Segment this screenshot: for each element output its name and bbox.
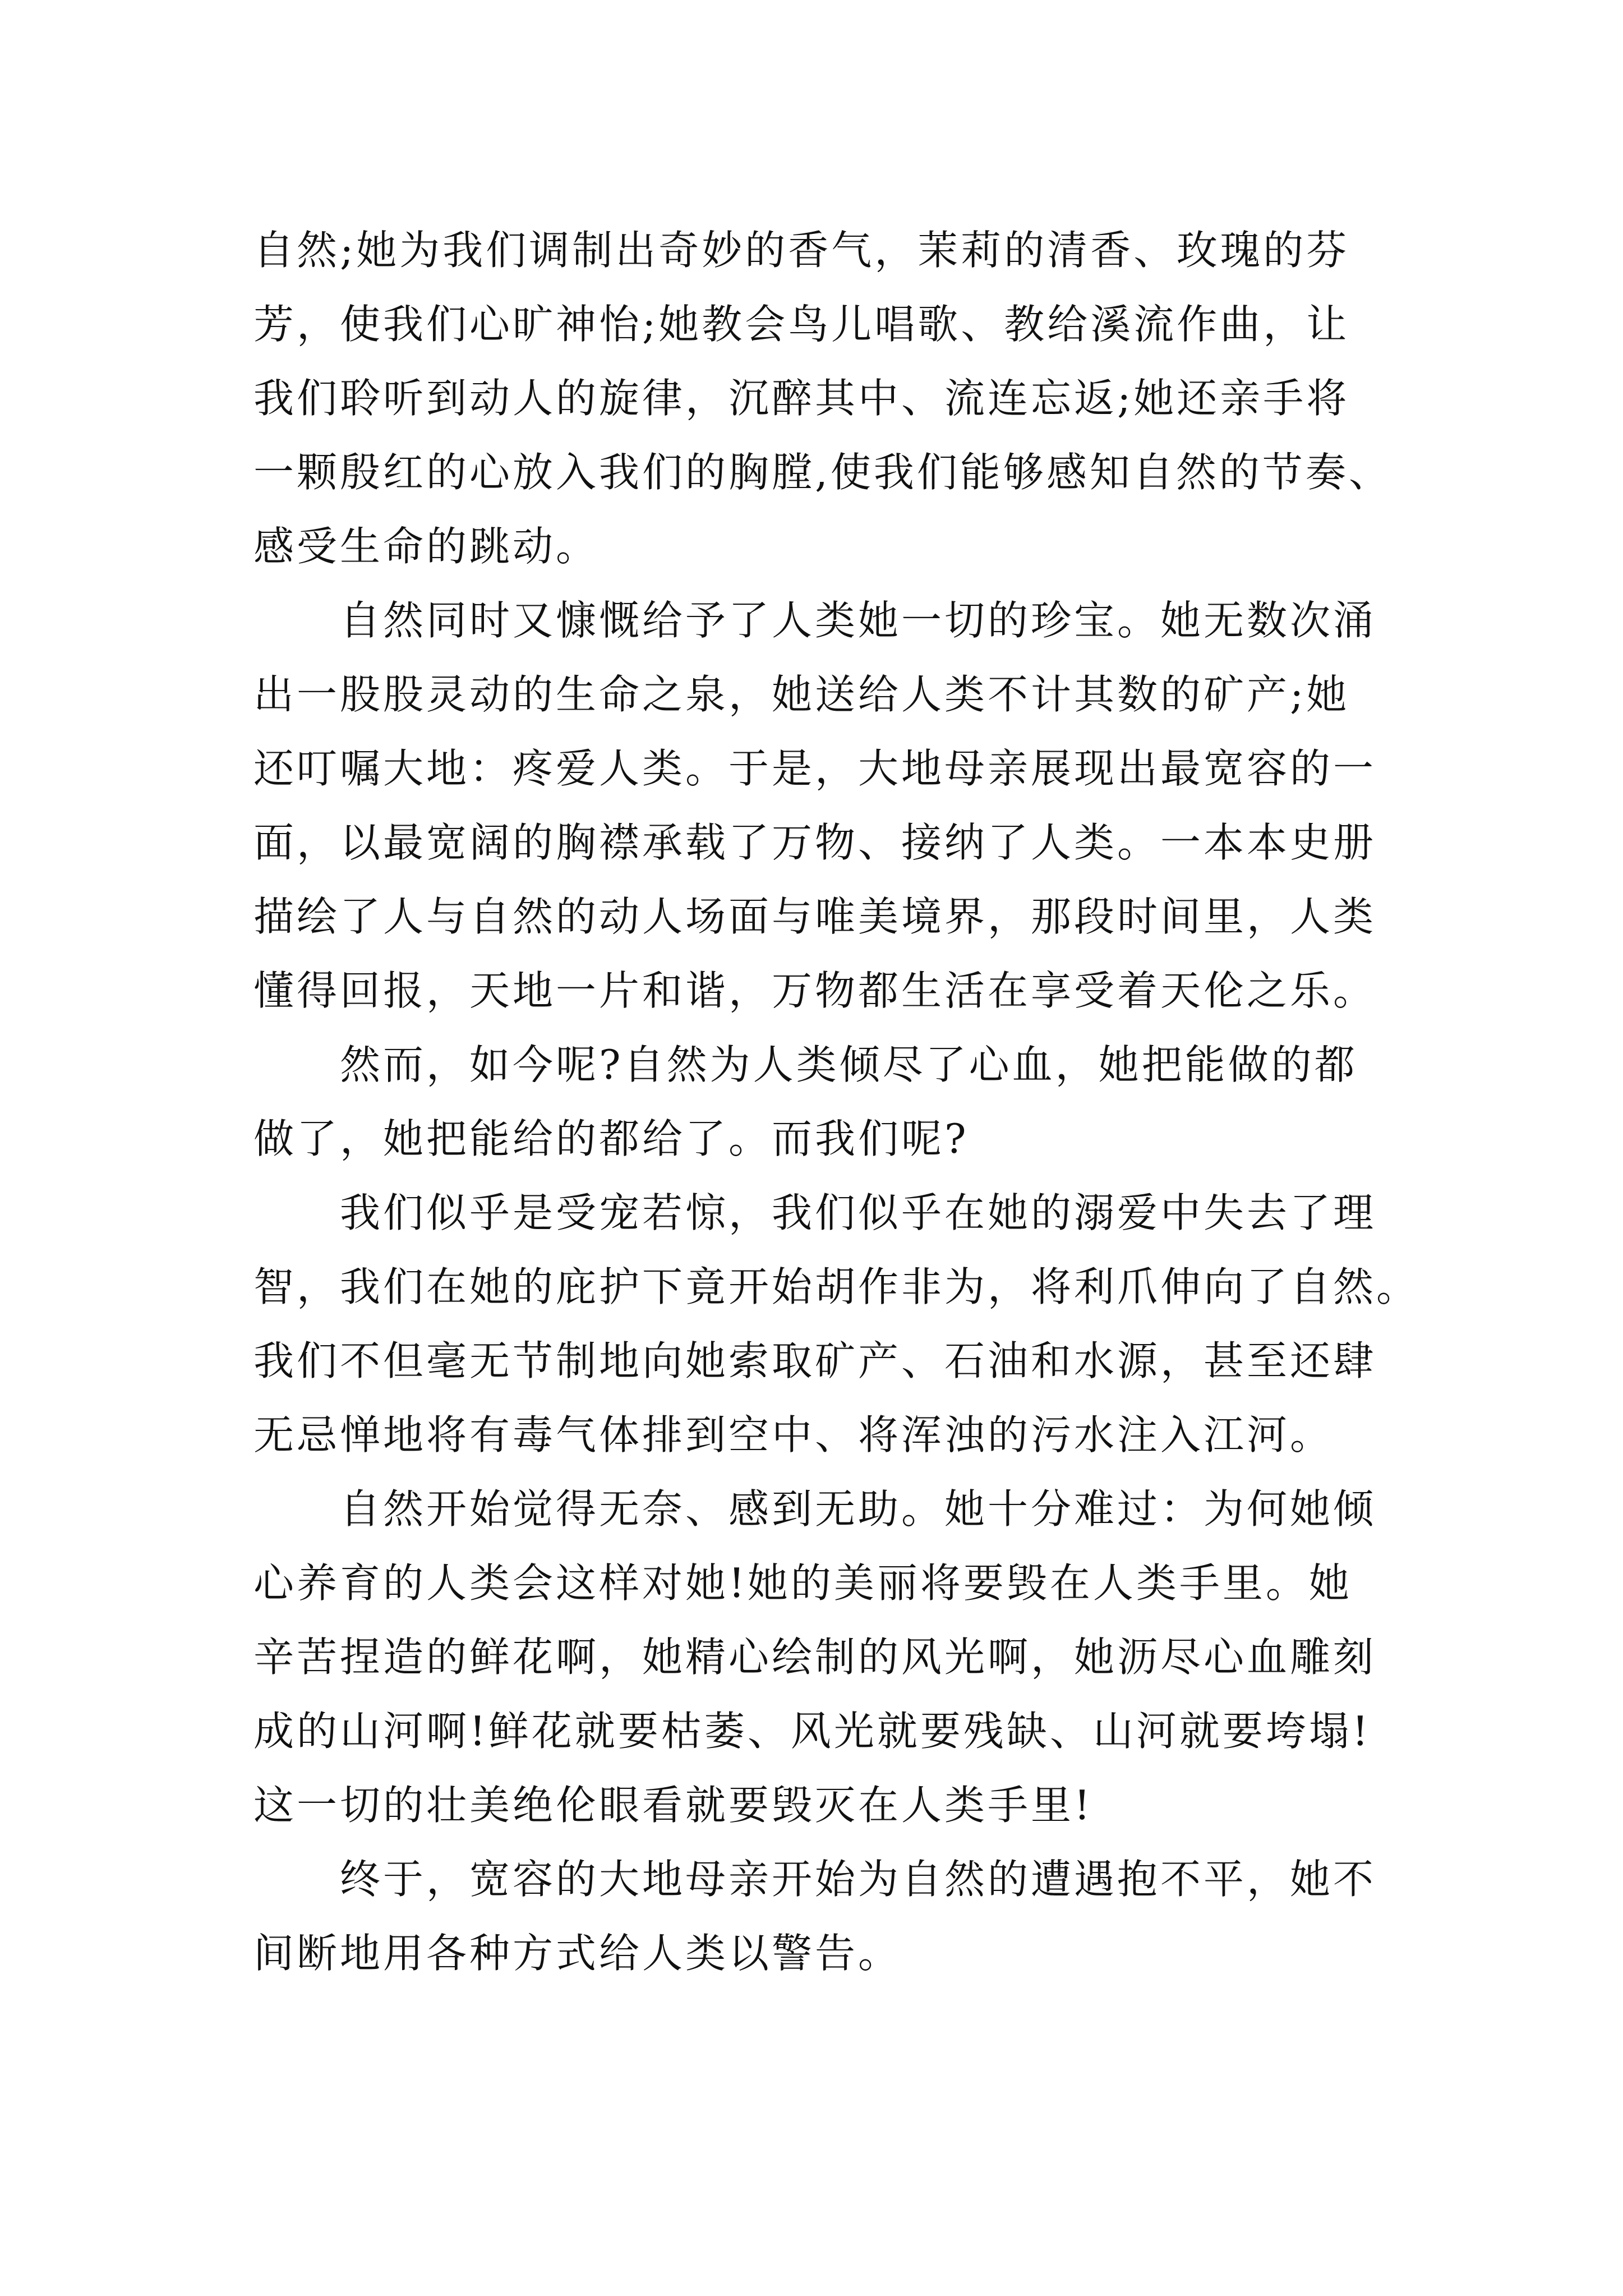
text-line: [253, 1102, 1372, 1176]
text-line-content: 我们聆听到动人的旋律，沉醉其中、流连忘返;她还亲手将: [253, 375, 1350, 422]
text-line-content: 心养育的人类会这样对她!她的美丽将要毁在人类手里。她: [253, 1559, 1352, 1607]
text-line-content: 自然同时又慷慨给予了人类她一切的珍宝。她无数次涌: [340, 597, 1377, 644]
text-line-content: 做了，她把能给的都给了。而我们呢?: [253, 1115, 969, 1162]
text-line: [253, 1324, 1377, 1398]
text-line: [253, 1694, 1372, 1768]
text-line-content: 我们似乎是受宠若惊，我们似乎在她的溺爱中失去了理: [340, 1189, 1377, 1236]
text-line: [253, 435, 1392, 509]
text-line: [253, 1768, 1372, 1842]
text-line: [253, 213, 1372, 287]
text-line-content: 无忌惮地将有毒气体排到空中、将浑浊的污水注入江河。: [253, 1411, 1334, 1458]
text-line: [253, 583, 1377, 657]
text-line: [253, 1472, 1377, 1546]
text-line-content: 感受生命的跳动。: [253, 523, 600, 570]
text-line-content: 自然;她为我们调制出奇妙的香气，茉莉的清香、玫瑰的芬: [253, 227, 1350, 274]
text-line-content: 芳，使我们心旷神怡;她教会鸟儿唱歌、教给溪流作曲，让: [253, 301, 1350, 348]
text-line: [253, 1620, 1377, 1694]
text-line-content: 然而，如今呢?自然为人类倾尽了心血，她把能做的都: [340, 1041, 1358, 1088]
text-line: [253, 361, 1372, 435]
text-line: [253, 1916, 1372, 1990]
text-line-content: 这一切的壮美绝伦眼看就要毁灭在人类手里!: [253, 1782, 1093, 1829]
text-line-content: 自然开始觉得无奈、感到无助。她十分难过：为何她倾: [340, 1485, 1377, 1533]
text-line-content: 懂得回报，天地一片和谐，万物都生活在享受着天伦之乐。: [253, 967, 1377, 1014]
text-line: [253, 731, 1377, 806]
text-line: [253, 954, 1377, 1028]
text-line: [253, 1398, 1372, 1472]
text-line-content: 智，我们在她的庇护下竟开始胡作非为，将利爪伸向了自然。: [253, 1263, 1420, 1310]
text-line: [253, 880, 1377, 954]
text-line-content: 辛苦捏造的鲜花啊，她精心绘制的风光啊，她沥尽心血雕刻: [253, 1634, 1377, 1681]
text-line: [253, 806, 1377, 880]
text-line: [253, 1176, 1377, 1250]
text-line-content: 终于，宽容的大地母亲开始为自然的遭遇抱不平，她不: [340, 1856, 1377, 1903]
text-line-content: 描绘了人与自然的动人场面与唯美境界，那段时间里，人类: [253, 893, 1377, 940]
text-line: [253, 1842, 1377, 1916]
text-line: [253, 1546, 1372, 1620]
text-line-content: 间断地用各种方式给人类以警告。: [253, 1930, 902, 1977]
text-line-content: 面，以最宽阔的胸襟承载了万物、接纳了人类。一本本史册: [253, 819, 1377, 866]
text-line: [253, 509, 1372, 583]
text-line-content: 出一股股灵动的生命之泉，她送给人类不计其数的矿产;她: [253, 671, 1350, 718]
body-text: [253, 213, 1420, 1990]
text-line: [253, 657, 1372, 731]
text-line: [253, 1028, 1372, 1102]
text-line-content: 还叮嘱大地：疼爱人类。于是，大地母亲展现出最宽容的一: [253, 745, 1377, 792]
text-line-content: 我们不但毫无节制地向她索取矿产、石油和水源，甚至还肆: [253, 1337, 1377, 1384]
text-line: [253, 287, 1372, 361]
text-line: [253, 1250, 1420, 1324]
text-line-content: 成的山河啊!鲜花就要枯萎、风光就要残缺、山河就要垮塌!: [253, 1708, 1371, 1755]
text-line-content: 一颗殷红的心放入我们的胸膛,使我们能够感知自然的节奏、: [253, 449, 1392, 496]
